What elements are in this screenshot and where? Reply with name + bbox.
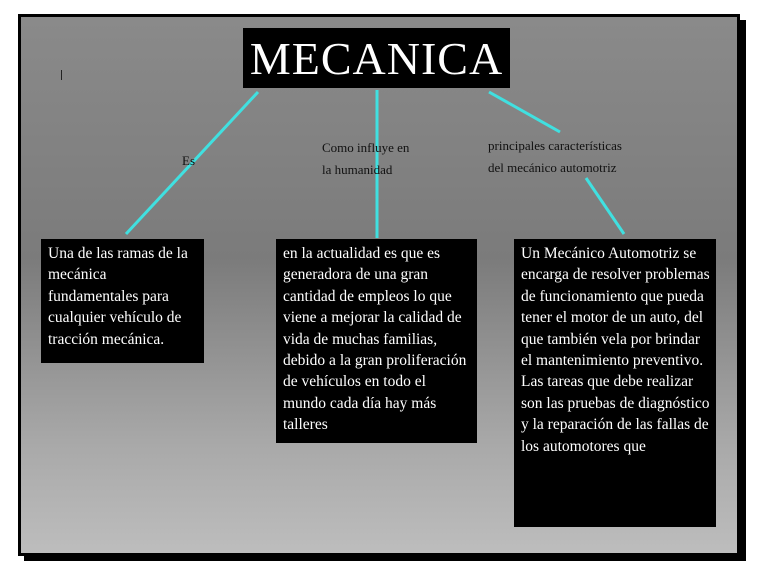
edge-label-line: principales características [488, 138, 622, 153]
box-caracteristicas: Un Mecánico Automotriz se encarga de resolver problemas de funcionamiento que pueda tener el motor de un auto, del que también vela por brindar el mantenimiento preventivo. Las tareas que debe realizar son las pruebas de diagnóstico y la reparación de las fallas de los automotores que [514, 239, 716, 527]
concept-map-title: MECANICA [243, 28, 510, 88]
connector-right-top [489, 92, 560, 132]
edge-label-line: la humanidad [322, 162, 393, 177]
box-influencia: en la actualidad es que es generadora de una gran cantidad de empleos lo que viene a mejorar la calidad de vida de muchas familias, debido a la gran proliferación de vehículos en todo el mundo cada día hay más talleres [276, 239, 477, 443]
connector-right-bottom [586, 178, 624, 234]
box-definicion: Una de las ramas de la mecánica fundamentales para cualquier vehículo de tracción mecánica. [41, 239, 204, 363]
edge-label-es [182, 150, 195, 172]
edge-label-line: Como influye en [322, 140, 410, 155]
edge-label-line: Es [182, 153, 195, 168]
edge-label-humanidad [322, 137, 409, 181]
edge-label-caracteristicas [488, 135, 622, 179]
edge-label-line: del mecánico automotriz [488, 160, 617, 175]
